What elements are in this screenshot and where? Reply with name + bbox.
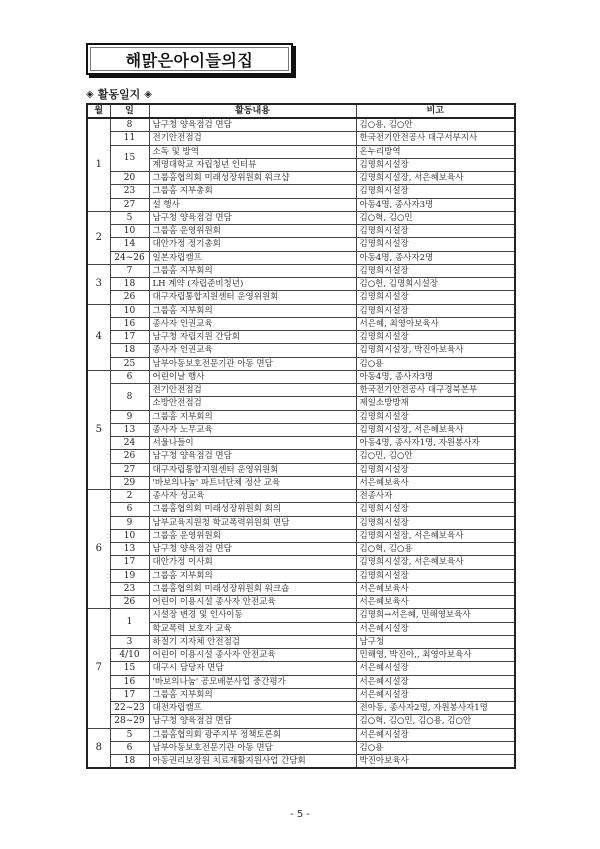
month-cell: 2 <box>87 211 110 264</box>
table-row <box>87 251 515 264</box>
activity-cell: 대구자립통합지원센터 운영위원회 <box>149 291 356 304</box>
activity-cell: 대안가정 이사회 <box>149 556 356 569</box>
day-cell: 19 <box>110 569 149 582</box>
day-cell: 14 <box>110 238 149 251</box>
activity-cell: 남구청 양육점검 면담 <box>149 211 356 224</box>
activity-cell: 그룹홈 운영위원회 <box>149 225 356 238</box>
table-row <box>87 344 515 357</box>
section-label: 활동일지 <box>97 88 141 101</box>
day-cell: 18 <box>110 755 149 769</box>
note-cell: 김명희시설장, 서은혜보육사 <box>356 556 515 569</box>
note-cell: 김○용 <box>356 741 515 754</box>
table-row <box>87 172 515 185</box>
activity-cell: 학교폭력 보호자 교육 <box>149 622 356 635</box>
table-row <box>87 755 515 769</box>
table-row <box>87 132 515 145</box>
activity-cell: 남부아동보호전문기관 아동 면담 <box>149 741 356 754</box>
day-cell: 26 <box>110 291 149 304</box>
header-note: 비고 <box>356 104 515 118</box>
note-cell: 김명희시설장 <box>356 238 515 251</box>
table-row <box>87 582 515 595</box>
table-row <box>87 225 515 238</box>
table-row <box>87 463 515 476</box>
table-body <box>87 118 515 768</box>
note-cell: 김명희시설장, 서은혜보육사 <box>356 529 515 542</box>
note-cell: 김명희시설장 <box>356 185 515 198</box>
activity-cell: 하절기 지자체 안전점검 <box>149 635 356 648</box>
month-cell: 5 <box>87 370 110 489</box>
activity-cell: 그룹홈 지부회의 <box>149 304 356 317</box>
activity-cell: 남부교육지원청 학교폭력위원회 면담 <box>149 516 356 529</box>
table-row <box>87 357 515 370</box>
day-cell: 16 <box>110 317 149 330</box>
note-cell: 한국전기안전공사 대구경북본부 <box>356 384 515 397</box>
day-cell: 6 <box>110 503 149 516</box>
table-row <box>87 423 515 436</box>
activity-cell: LH 계약 (자립준비청년) <box>149 278 356 291</box>
day-cell: 23 <box>110 582 149 595</box>
month-cell: 3 <box>87 264 110 304</box>
note-cell: 김명희시설장 <box>356 516 515 529</box>
activity-cell: 대전자립캠프 <box>149 702 356 715</box>
note-cell: 김○헌, 김명희시설장 <box>356 278 515 291</box>
note-cell: 김명희시설장, 서은혜보육사 <box>356 172 515 185</box>
activity-cell: 종사자 성교육 <box>149 490 356 503</box>
note-cell: 김명희시설장 <box>356 264 515 277</box>
activity-cell: 그룹홈협의회 광주지부 정책토론회 <box>149 728 356 741</box>
day-cell: 26 <box>110 596 149 609</box>
note-cell: 김명희시설장, 서은혜보육사 <box>356 423 515 436</box>
table-row <box>87 238 515 251</box>
note-cell: 서은혜시설장 <box>356 662 515 675</box>
note-cell: 김명희시설장 <box>356 291 515 304</box>
note-cell: 김○용, 김○안 <box>356 118 515 132</box>
day-cell: 29 <box>110 476 149 489</box>
diamond-icon: ◈ <box>86 88 94 100</box>
day-cell: 16 <box>110 675 149 688</box>
note-cell: 김명희시설장 <box>356 225 515 238</box>
activity-cell: 전기안전점검 <box>149 384 356 397</box>
title-box <box>86 43 293 75</box>
table-row <box>87 556 515 569</box>
activity-cell: '바보의나눔' 공모배분사업 중간평가 <box>149 675 356 688</box>
table-row <box>87 158 515 171</box>
note-cell: 김명희시설장 <box>356 503 515 516</box>
day-cell: 18 <box>110 344 149 357</box>
day-cell: 17 <box>110 331 149 344</box>
day-cell: 2 <box>110 490 149 503</box>
activity-cell: 남구청 양육점검 면담 <box>149 715 356 728</box>
table-row <box>87 291 515 304</box>
activity-cell: 설 행사 <box>149 198 356 211</box>
table-row <box>87 198 515 211</box>
note-cell: 서은혜시설장 <box>356 688 515 701</box>
table-row <box>87 596 515 609</box>
day-cell: 1 <box>110 609 149 636</box>
activity-cell: '바보의나눔' 파트너단체 정산 교육 <box>149 476 356 489</box>
month-cell: 4 <box>87 304 110 370</box>
table-row <box>87 397 515 410</box>
table-row <box>87 304 515 317</box>
day-cell: 13 <box>110 423 149 436</box>
activity-log-table <box>86 103 516 769</box>
table-row <box>87 609 515 622</box>
day-cell: 9 <box>110 410 149 423</box>
day-cell: 18 <box>110 278 149 291</box>
table-row <box>87 450 515 463</box>
day-cell: 7 <box>110 264 149 277</box>
table-row <box>87 675 515 688</box>
table-row <box>87 662 515 675</box>
table-row <box>87 635 515 648</box>
day-cell: 8 <box>110 118 149 132</box>
activity-cell: 그룹홈 지부총회 <box>149 185 356 198</box>
note-cell: 한국전기안전공사 대구서부지사 <box>356 132 515 145</box>
note-cell: 아동4명, 종사자3명 <box>356 198 515 211</box>
activity-cell: 남부아동보호전문기관 아동 면담 <box>149 357 356 370</box>
day-cell: 5 <box>110 728 149 741</box>
month-cell: 8 <box>87 728 110 768</box>
activity-cell: 일본자립캠프 <box>149 251 356 264</box>
activity-cell: 어린이 이용시설 종사자 안전교육 <box>149 596 356 609</box>
note-cell: 김○혁, 김○용 <box>356 543 515 556</box>
month-cell: 1 <box>87 118 110 211</box>
table-row <box>87 622 515 635</box>
activity-cell: 남구청 양육점검 면담 <box>149 543 356 556</box>
note-cell: 김명희시설장 <box>356 410 515 423</box>
activity-cell: 남구청 자립지원 간담회 <box>149 331 356 344</box>
activity-cell: 남구청 양육점검 면담 <box>149 118 356 132</box>
note-cell: 아동4명, 종사자1명, 자원봉사자 <box>356 437 515 450</box>
activity-cell: 어린이 이용시설 종사자 안전교육 <box>149 649 356 662</box>
table-row <box>87 569 515 582</box>
month-cell: 6 <box>87 490 110 609</box>
activity-cell: 그룹홈 지부회의 <box>149 264 356 277</box>
table-row <box>87 118 515 132</box>
activity-cell: 소독 및 방역 <box>149 145 356 158</box>
table-row <box>87 529 515 542</box>
day-cell: 27 <box>110 463 149 476</box>
note-cell: 전아동, 종사자2명, 자원봉사자1명 <box>356 702 515 715</box>
activity-cell: 대구자립통합지원센터 운영위원회 <box>149 463 356 476</box>
note-cell: 김명희→서은혜, 민해영보육사 <box>356 609 515 622</box>
note-cell: 서은혜시설장 <box>356 622 515 635</box>
diamond-icon: ◈ <box>144 88 152 100</box>
day-cell: 24~26 <box>110 251 149 264</box>
table-row <box>87 543 515 556</box>
note-cell: 서은혜보육사 <box>356 582 515 595</box>
day-cell: 11 <box>110 132 149 145</box>
note-cell: 제일소방방재 <box>356 397 515 410</box>
note-cell: 서은혜시설장 <box>356 728 515 741</box>
section-heading <box>86 86 152 102</box>
note-cell: 김명희시설장 <box>356 463 515 476</box>
activity-cell: 전기안전점검 <box>149 132 356 145</box>
activity-cell: 그룹홈협의회 미래성장위원회 워크샵 <box>149 172 356 185</box>
day-cell: 17 <box>110 688 149 701</box>
activity-cell: 종사자 노무교육 <box>149 423 356 436</box>
activity-cell: 서울나들이 <box>149 437 356 450</box>
day-cell: 25 <box>110 357 149 370</box>
header-activity: 활동내용 <box>149 104 356 118</box>
activity-cell: 아동권리보장원 치료재활지원사업 간담회 <box>149 755 356 769</box>
day-cell: 10 <box>110 529 149 542</box>
month-cell: 7 <box>87 609 110 728</box>
day-cell: 10 <box>110 304 149 317</box>
activity-cell: 종사자 인권교육 <box>149 317 356 330</box>
activity-cell: 소방안전점검 <box>149 397 356 410</box>
note-cell: 서은혜, 최영아보육사 <box>356 317 515 330</box>
note-cell: 김○용 <box>356 357 515 370</box>
day-cell: 27 <box>110 198 149 211</box>
activity-cell: 그룹홈 지부회의 <box>149 569 356 582</box>
note-cell: 김명희시설장 <box>356 331 515 344</box>
table-row <box>87 185 515 198</box>
table-row <box>87 384 515 397</box>
note-cell: 서은혜시설장 <box>356 675 515 688</box>
table-row <box>87 476 515 489</box>
note-cell: 아동4명, 종사자3명 <box>356 370 515 383</box>
activity-cell: 남구청 양육점검 면담 <box>149 450 356 463</box>
note-cell: 김○혁, 김○민 <box>356 211 515 224</box>
day-cell: 10 <box>110 225 149 238</box>
note-cell: 서은혜보육사 <box>356 596 515 609</box>
day-cell: 5 <box>110 211 149 224</box>
activity-cell: 그룹홈 지부회의 <box>149 410 356 423</box>
day-cell: 3 <box>110 635 149 648</box>
document-title: 해맑은아이들의집 <box>90 47 289 71</box>
table-header-row <box>87 104 515 118</box>
day-cell: 17 <box>110 556 149 569</box>
note-cell: 박진아보육사 <box>356 755 515 769</box>
day-cell: 8 <box>110 384 149 411</box>
note-cell: 아동4명, 종사자2명 <box>356 251 515 264</box>
table-row <box>87 410 515 423</box>
note-cell: 김명희시설장 <box>356 569 515 582</box>
page-number: - 5 - <box>290 809 310 820</box>
header-day: 일 <box>110 104 149 118</box>
activity-cell: 종사자 인권교육 <box>149 344 356 357</box>
day-cell: 15 <box>110 662 149 675</box>
day-cell: 6 <box>110 370 149 383</box>
table-row <box>87 211 515 224</box>
note-cell: 남구청 <box>356 635 515 648</box>
day-cell: 24 <box>110 437 149 450</box>
table-row <box>87 728 515 741</box>
day-cell: 20 <box>110 172 149 185</box>
day-cell: 28~29 <box>110 715 149 728</box>
activity-cell: 대구시 담당자 면담 <box>149 662 356 675</box>
note-cell: 김○민, 김○안 <box>356 450 515 463</box>
table-row <box>87 490 515 503</box>
table-row <box>87 702 515 715</box>
day-cell: 15 <box>110 145 149 172</box>
activity-cell: 시설장 변경 및 인사이동 <box>149 609 356 622</box>
table-row <box>87 370 515 383</box>
activity-cell: 계명대학교 자립청년 인터뷰 <box>149 158 356 171</box>
table-row <box>87 503 515 516</box>
table-row <box>87 688 515 701</box>
activity-cell: 그룹홈 지부회의 <box>149 688 356 701</box>
note-cell: 민해영, 박진아,, 최영아보육사 <box>356 649 515 662</box>
table-row <box>87 715 515 728</box>
day-cell: 9 <box>110 516 149 529</box>
activity-cell: 그룹홈협의회 미래성장위원회 회의 <box>149 503 356 516</box>
table-row <box>87 145 515 158</box>
note-cell: 김명희시설장 <box>356 304 515 317</box>
day-cell: 23 <box>110 185 149 198</box>
day-cell: 4/10 <box>110 649 149 662</box>
table-row <box>87 317 515 330</box>
table-row <box>87 516 515 529</box>
table-row <box>87 264 515 277</box>
table-row <box>87 278 515 291</box>
note-cell: 전종사자 <box>356 490 515 503</box>
table-row <box>87 649 515 662</box>
table-row <box>87 741 515 754</box>
day-cell: 26 <box>110 450 149 463</box>
activity-cell: 그룹홈 운영위원회 <box>149 529 356 542</box>
note-cell: 김○혁, 김○민, 김○용, 김○안 <box>356 715 515 728</box>
table-row <box>87 331 515 344</box>
day-cell: 13 <box>110 543 149 556</box>
note-cell: 온누리방역 <box>356 145 515 158</box>
activity-cell: 어린이날 행사 <box>149 370 356 383</box>
header-month: 월 <box>87 104 110 118</box>
activity-cell: 대안가정 정기총회 <box>149 238 356 251</box>
table-row <box>87 437 515 450</box>
day-cell: 6 <box>110 741 149 754</box>
note-cell: 서은혜보육사 <box>356 476 515 489</box>
note-cell: 김명희시설장, 박진아보육사 <box>356 344 515 357</box>
note-cell: 김명희시설장 <box>356 158 515 171</box>
activity-cell: 그룹홈협의회 미래성장위원회 워크숍 <box>149 582 356 595</box>
day-cell: 22~23 <box>110 702 149 715</box>
